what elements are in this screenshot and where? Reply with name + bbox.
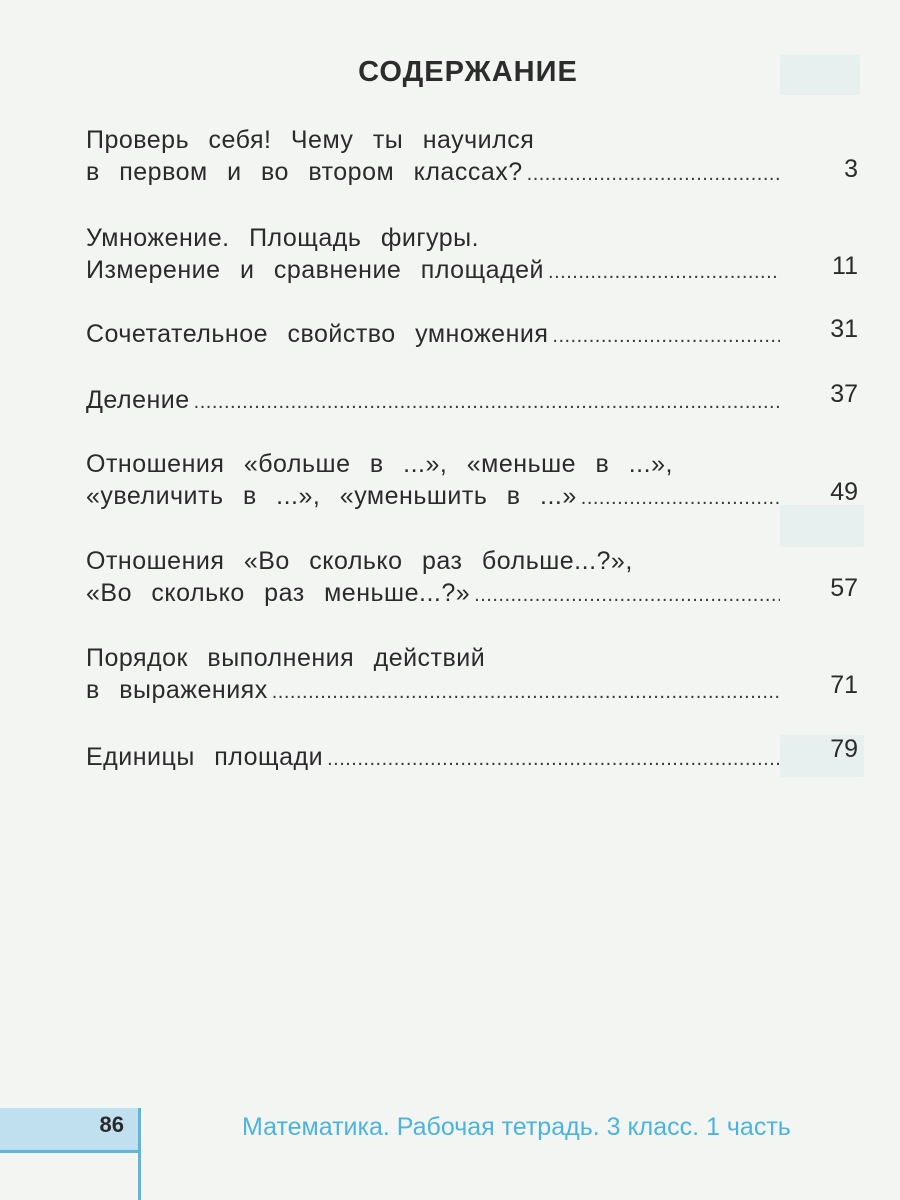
toc-entry-line: Умножение. Площадь фигуры.: [86, 224, 480, 252]
toc-page-number: 37: [830, 380, 858, 408]
toc-entry-line: Отношения «Во сколько раз больше...?»,: [86, 547, 633, 575]
toc-entry-text: Измерение и сравнение площадей: [86, 256, 545, 284]
toc-entry-line: [86, 156, 780, 190]
toc-entry-line: Порядок выполнения действий: [86, 644, 486, 672]
dot-leader: [194, 386, 780, 418]
dot-leader: [552, 320, 780, 352]
toc-entry-line: Проверь себя! Чему ты научился: [86, 126, 535, 154]
dot-leader: [548, 256, 780, 288]
toc-entry-line: [86, 384, 780, 418]
toc-entry-line: [86, 577, 780, 611]
toc-page-number: 79: [830, 735, 858, 763]
footer-divider: [138, 1108, 141, 1200]
toc-entry-line: Отношения «больше в ...», «меньше в ...»,: [86, 450, 673, 478]
dot-leader: [272, 676, 780, 708]
show-through-block: [780, 505, 864, 547]
dot-leader: [474, 579, 780, 611]
toc-entry-line: [86, 318, 780, 352]
toc-page-number: 3: [844, 155, 858, 183]
dot-leader: [527, 158, 780, 190]
toc-entry-line: [86, 741, 780, 775]
toc-entry-line: [86, 254, 780, 288]
footer-page-number: 86: [99, 1112, 124, 1137]
toc-page-number: 31: [830, 315, 858, 343]
toc-entry-text: Единицы площади: [86, 743, 324, 771]
toc-page-number: 11: [832, 252, 858, 280]
toc-entry-text: «увеличить в ...», «уменьшить в ...»: [86, 482, 577, 510]
toc-entry-text: в первом и во втором классах?: [86, 158, 523, 186]
toc-entry-line: [86, 674, 780, 708]
toc-page-number: 49: [830, 478, 858, 506]
toc-entry-text: Деление: [86, 386, 190, 414]
toc-entry-text: в выражениях: [86, 676, 268, 704]
toc-page-number: 57: [830, 574, 858, 602]
page-title: СОДЕРЖАНИЕ: [358, 56, 578, 88]
toc-entry-line: [86, 480, 780, 514]
toc-page-number: 71: [830, 671, 858, 699]
dot-leader: [327, 743, 780, 775]
dot-leader: [581, 482, 780, 514]
toc-entry-text: «Во сколько раз меньше...?»: [86, 579, 471, 607]
footer-book-title: Математика. Рабочая тетрадь. 3 класс. 1 часть: [242, 1113, 791, 1141]
toc-entry-text: Сочетательное свойство умножения: [86, 320, 549, 348]
